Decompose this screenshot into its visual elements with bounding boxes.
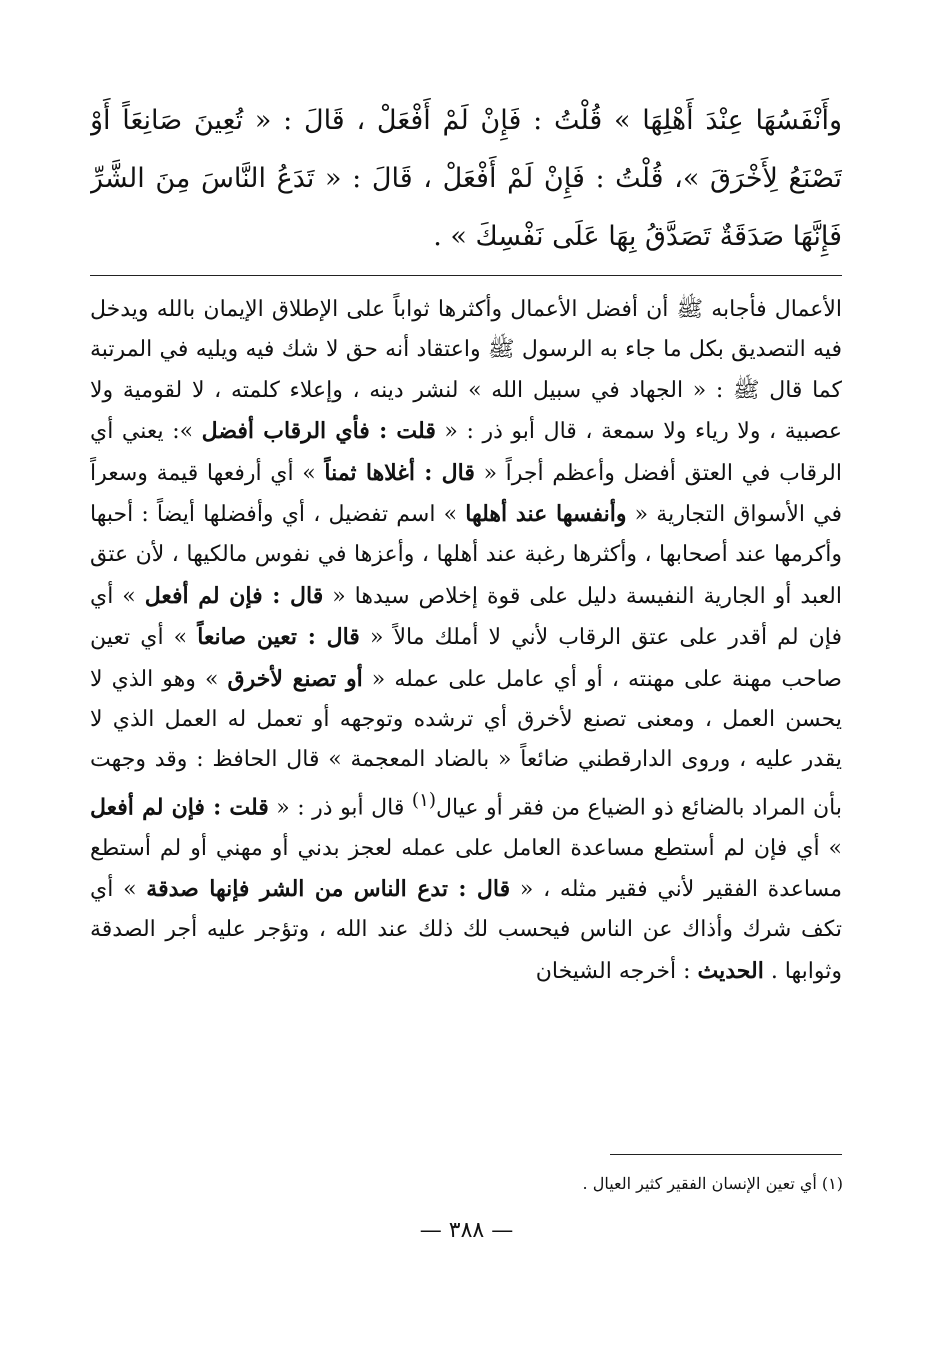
hadith-block bbox=[90, 92, 842, 270]
footnote-text: (١) أي تعين الإنسان الفقير كثير العيال . bbox=[582, 1174, 843, 1193]
commentary-bold-phrase: الحديث bbox=[697, 957, 764, 984]
footnote-reference[interactable]: (١) bbox=[411, 789, 437, 811]
commentary-bold-phrase: قلت : فإن لم أفعل bbox=[90, 794, 269, 821]
footnote-separator-line bbox=[610, 1154, 842, 1155]
hadith-text: وأَنْفَسُهَا عِنْدَ أَهْلِهَا » قُلْتُ : فَإِنْ لَمْ أَفْعَلْ ، قَالَ : « تُعِينَ صَانِعَاً أَوْ تَصْنَعُ لِأَخْرَقَ »، قُلْتُ : فَإِنْ لَمْ أَفْعَلْ ، قَالَ : « تَدَعُ النَّاسَ مِنَ الشَّرِّ فَإِنَّهَا صَدَقَةٌ تَصَدَّقُ بِهَا عَلَى نَفْسِكَ » . bbox=[90, 105, 842, 252]
hadith-separator-line bbox=[90, 275, 842, 276]
commentary-bold-phrase: قال : فإن لم أفعل bbox=[144, 582, 324, 609]
commentary-bold-phrase: قلت : فأي الرقاب أفضل bbox=[201, 418, 436, 445]
commentary-segment: قال أبو ذر : « bbox=[276, 795, 405, 821]
commentary-segment: » وهو الذي لا يحسن العمل ، ومعنى تصنع لأخرق أي ترشده وتوجهه أو تعمل له العمل الذي لا يقدر عليه ، وروى الدارقطني ضائعاً « بالضاد المعجمة » قال الحافظ : وقد وجهت بأن المراد بالضائع ذو الضياع من فقر أو عيال bbox=[90, 666, 842, 821]
commentary-segment: » أي فإن لم أستطع مساعدة العامل على عمله لعجز بدني أو مهني أو لم أستطع مساعدة الفقير لأني فقير مثله ، « bbox=[90, 835, 842, 903]
commentary-segment: » أي تكف شرك وأذاك عن الناس فيحسب لك ذلك عند الله ، وتؤجر عليه أجر الصدقة وثوابها . bbox=[90, 877, 842, 984]
commentary-bold-phrase: قال : تدع الناس من الشر فإنها صدقة bbox=[146, 876, 511, 903]
commentary-bold-phrase: وأنفسها عند أهلها bbox=[465, 501, 627, 528]
commentary-segment: : أخرجه الشيخان bbox=[535, 958, 691, 984]
commentary-segment: » أي تعين صاحب مهنة على مهنته ، أو أي عامل على عمله « bbox=[90, 625, 842, 692]
commentary-segment: » اسم تفضيل ، أي وأفضلها أيضاً : أحبها وأكرمها عند أصحابها ، وأكثرها رغبة عند أهلها ، وأعزها في نفوس مالكيها ، لأن عتق العبد أو الجارية النفيسة دليل على قوة إخلاص سيدها « bbox=[90, 502, 842, 609]
commentary-segment: »: يعني أي الرقاب في العتق أفضل وأعظم أجراً « bbox=[90, 419, 842, 486]
commentary-segment: الأعمال فأجابه ﷺ أن أفضل الأعمال وأكثرها ثواباً على الإطلاق الإيمان بالله ويدخل فيه التصديق بكل ما جاء به الرسول ﷺ واعتقاد أنه حق لا شك فيه ويليه في المرتبة كما قال ﷺ : « الجهاد في سبيل الله » لنشر دينه ، وإعلاء كلمته ، لا لقومية ولا عصبية ، ولا رياء ولا سمعة ، قال أبو ذر : « bbox=[90, 297, 842, 445]
commentary-bold-phrase: أو تصنع لأخرق bbox=[227, 665, 363, 692]
commentary-bold-phrase: قال : تعين صانعاً bbox=[197, 624, 360, 651]
commentary-bold-phrase: قال : أغلاها ثمناً bbox=[324, 459, 475, 486]
page-number: — ٣٨٨ — bbox=[419, 1218, 514, 1243]
commentary-segment: » أي أرفعها قيمة وسعراً في الأسواق التجارية « bbox=[90, 460, 842, 528]
commentary-segment: » أي فإن لم أقدر على عتق الرقاب لأني لا أملك مالاً « bbox=[90, 583, 842, 651]
commentary-text bbox=[90, 290, 842, 1150]
